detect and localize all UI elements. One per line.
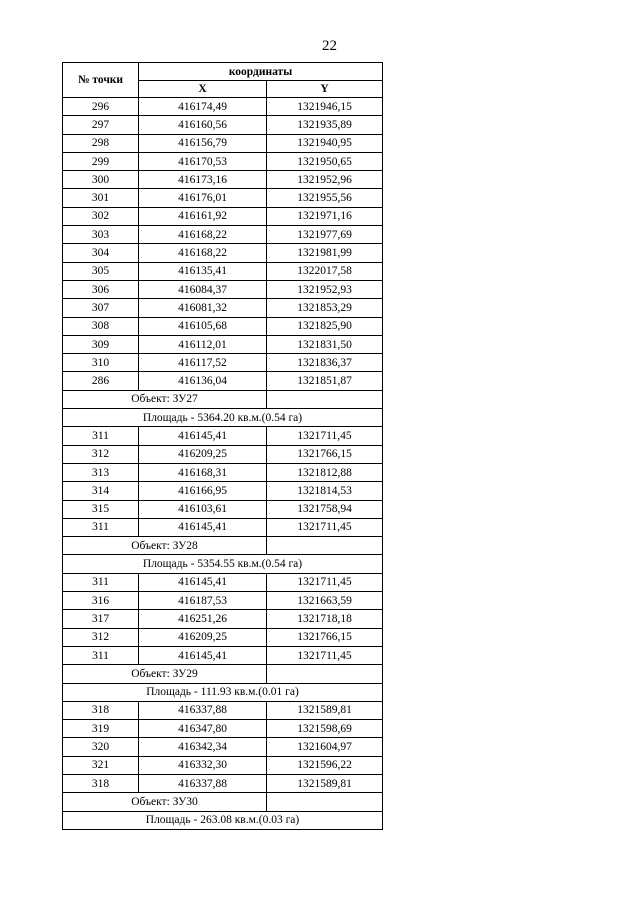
y-cell: 1321946,15 bbox=[267, 98, 383, 116]
table-row bbox=[63, 610, 383, 628]
point-number-cell: 311 bbox=[63, 518, 139, 536]
table-row bbox=[63, 171, 383, 189]
empty-cell bbox=[267, 537, 383, 555]
y-cell: 1321935,89 bbox=[267, 116, 383, 134]
y-cell: 1321940,95 bbox=[267, 134, 383, 152]
table-row bbox=[63, 335, 383, 353]
object-row bbox=[63, 665, 383, 683]
table-row bbox=[63, 427, 383, 445]
table-row bbox=[63, 207, 383, 225]
area-label: Площадь - 111.93 кв.м.(0.01 га) bbox=[63, 683, 383, 701]
empty-cell bbox=[267, 793, 383, 811]
y-cell: 1321604,97 bbox=[267, 738, 383, 756]
point-number-cell: 296 bbox=[63, 98, 139, 116]
y-cell: 1321971,16 bbox=[267, 207, 383, 225]
x-cell: 416136,04 bbox=[139, 372, 267, 390]
x-cell: 416145,41 bbox=[139, 518, 267, 536]
x-cell: 416081,32 bbox=[139, 299, 267, 317]
x-cell: 416209,25 bbox=[139, 445, 267, 463]
point-number-cell: 310 bbox=[63, 354, 139, 372]
table-row bbox=[63, 226, 383, 244]
empty-cell bbox=[267, 665, 383, 683]
x-cell: 416117,52 bbox=[139, 354, 267, 372]
table-row bbox=[63, 774, 383, 792]
x-cell: 416145,41 bbox=[139, 427, 267, 445]
y-cell: 1321589,81 bbox=[267, 774, 383, 792]
y-cell: 1321711,45 bbox=[267, 646, 383, 664]
y-cell: 1321589,81 bbox=[267, 701, 383, 719]
point-number-cell: 306 bbox=[63, 280, 139, 298]
y-cell: 1321836,37 bbox=[267, 354, 383, 372]
x-cell: 416135,41 bbox=[139, 262, 267, 280]
y-cell: 1321766,15 bbox=[267, 445, 383, 463]
table-row bbox=[63, 573, 383, 591]
point-number-cell: 311 bbox=[63, 573, 139, 591]
x-cell: 416156,79 bbox=[139, 134, 267, 152]
point-number-cell: 318 bbox=[63, 774, 139, 792]
y-cell: 1321663,59 bbox=[267, 592, 383, 610]
point-number-cell: 311 bbox=[63, 646, 139, 664]
point-number-cell: 309 bbox=[63, 335, 139, 353]
y-cell: 1321758,94 bbox=[267, 500, 383, 518]
table-row bbox=[63, 299, 383, 317]
point-number-cell: 286 bbox=[63, 372, 139, 390]
table-row bbox=[63, 482, 383, 500]
coordinates-header: координаты bbox=[139, 63, 383, 81]
x-cell: 416337,88 bbox=[139, 701, 267, 719]
y-cell: 1321711,45 bbox=[267, 427, 383, 445]
point-number-cell: 305 bbox=[63, 262, 139, 280]
y-cell: 1321718,18 bbox=[267, 610, 383, 628]
y-cell: 1321598,69 bbox=[267, 720, 383, 738]
y-cell: 1321950,65 bbox=[267, 152, 383, 170]
point-number-cell: 319 bbox=[63, 720, 139, 738]
table-row bbox=[63, 720, 383, 738]
point-number-cell: 308 bbox=[63, 317, 139, 335]
x-header: X bbox=[139, 81, 267, 98]
y-cell: 1321711,45 bbox=[267, 518, 383, 536]
y-cell: 1321977,69 bbox=[267, 226, 383, 244]
y-header: Y bbox=[267, 81, 383, 98]
x-cell: 416168,22 bbox=[139, 244, 267, 262]
x-cell: 416342,34 bbox=[139, 738, 267, 756]
point-number-cell: 311 bbox=[63, 427, 139, 445]
table-row bbox=[63, 628, 383, 646]
x-cell: 416166,95 bbox=[139, 482, 267, 500]
point-number-cell: 300 bbox=[63, 171, 139, 189]
area-label: Площадь - 263.08 кв.м.(0.03 га) bbox=[63, 811, 383, 829]
point-number-cell: 312 bbox=[63, 445, 139, 463]
x-cell: 416337,88 bbox=[139, 774, 267, 792]
page-number: 22 bbox=[322, 38, 337, 54]
x-cell: 416105,68 bbox=[139, 317, 267, 335]
table-row bbox=[63, 701, 383, 719]
point-number-cell: 321 bbox=[63, 756, 139, 774]
table-row bbox=[63, 116, 383, 134]
point-number-cell: 317 bbox=[63, 610, 139, 628]
x-cell: 416347,80 bbox=[139, 720, 267, 738]
table-row bbox=[63, 738, 383, 756]
x-cell: 416168,31 bbox=[139, 463, 267, 481]
point-number-cell: 318 bbox=[63, 701, 139, 719]
y-cell: 1321952,93 bbox=[267, 280, 383, 298]
x-cell: 416160,56 bbox=[139, 116, 267, 134]
point-number-cell: 314 bbox=[63, 482, 139, 500]
y-cell: 1321812,88 bbox=[267, 463, 383, 481]
table-row bbox=[63, 98, 383, 116]
table-row bbox=[63, 646, 383, 664]
point-number-cell: 298 bbox=[63, 134, 139, 152]
x-cell: 416251,26 bbox=[139, 610, 267, 628]
object-label: Объект: ЗУ29 bbox=[63, 665, 267, 683]
point-number-cell: 303 bbox=[63, 226, 139, 244]
x-cell: 416145,41 bbox=[139, 573, 267, 591]
area-row bbox=[63, 683, 383, 701]
y-cell: 1321955,56 bbox=[267, 189, 383, 207]
y-cell: 1321766,15 bbox=[267, 628, 383, 646]
area-row bbox=[63, 555, 383, 573]
x-cell: 416084,37 bbox=[139, 280, 267, 298]
area-row bbox=[63, 811, 383, 829]
table-row bbox=[63, 445, 383, 463]
object-label: Объект: ЗУ30 bbox=[63, 793, 267, 811]
table-row bbox=[63, 463, 383, 481]
point-number-cell: 316 bbox=[63, 592, 139, 610]
table-row bbox=[63, 262, 383, 280]
table-row bbox=[63, 518, 383, 536]
table-row bbox=[63, 134, 383, 152]
point-number-header: № точки bbox=[63, 63, 139, 98]
y-cell: 1321831,50 bbox=[267, 335, 383, 353]
x-cell: 416173,16 bbox=[139, 171, 267, 189]
x-cell: 416174,49 bbox=[139, 98, 267, 116]
table-row bbox=[63, 354, 383, 372]
point-number-cell: 313 bbox=[63, 463, 139, 481]
x-cell: 416145,41 bbox=[139, 646, 267, 664]
table-row bbox=[63, 756, 383, 774]
object-row bbox=[63, 537, 383, 555]
point-number-cell: 304 bbox=[63, 244, 139, 262]
x-cell: 416112,01 bbox=[139, 335, 267, 353]
y-cell: 1321825,90 bbox=[267, 317, 383, 335]
object-label: Объект: ЗУ27 bbox=[63, 390, 267, 408]
object-row bbox=[63, 390, 383, 408]
y-cell: 1321711,45 bbox=[267, 573, 383, 591]
table-row bbox=[63, 280, 383, 298]
table-row bbox=[63, 317, 383, 335]
point-number-cell: 312 bbox=[63, 628, 139, 646]
point-number-cell: 297 bbox=[63, 116, 139, 134]
area-label: Площадь - 5354.55 кв.м.(0.54 га) bbox=[63, 555, 383, 573]
y-cell: 1321853,29 bbox=[267, 299, 383, 317]
x-cell: 416161,92 bbox=[139, 207, 267, 225]
table-row bbox=[63, 592, 383, 610]
y-cell: 1321596,22 bbox=[267, 756, 383, 774]
object-label: Объект: ЗУ28 bbox=[63, 537, 267, 555]
point-number-cell: 299 bbox=[63, 152, 139, 170]
empty-cell bbox=[267, 390, 383, 408]
y-cell: 1321814,53 bbox=[267, 482, 383, 500]
point-number-cell: 301 bbox=[63, 189, 139, 207]
area-label: Площадь - 5364.20 кв.м.(0.54 га) bbox=[63, 409, 383, 427]
y-cell: 1321981,99 bbox=[267, 244, 383, 262]
x-cell: 416332,30 bbox=[139, 756, 267, 774]
point-number-cell: 302 bbox=[63, 207, 139, 225]
y-cell: 1321851,87 bbox=[267, 372, 383, 390]
table-row bbox=[63, 189, 383, 207]
y-cell: 1321952,96 bbox=[267, 171, 383, 189]
point-number-cell: 307 bbox=[63, 299, 139, 317]
x-cell: 416176,01 bbox=[139, 189, 267, 207]
object-row bbox=[63, 793, 383, 811]
x-cell: 416209,25 bbox=[139, 628, 267, 646]
table-body bbox=[63, 98, 383, 830]
x-cell: 416187,53 bbox=[139, 592, 267, 610]
coordinates-table bbox=[62, 62, 383, 830]
table-row bbox=[63, 152, 383, 170]
area-row bbox=[63, 409, 383, 427]
table-row bbox=[63, 372, 383, 390]
point-number-cell: 315 bbox=[63, 500, 139, 518]
table-row bbox=[63, 500, 383, 518]
point-number-cell: 320 bbox=[63, 738, 139, 756]
table-row bbox=[63, 244, 383, 262]
x-cell: 416170,53 bbox=[139, 152, 267, 170]
x-cell: 416103,61 bbox=[139, 500, 267, 518]
x-cell: 416168,22 bbox=[139, 226, 267, 244]
y-cell: 1322017,58 bbox=[267, 262, 383, 280]
